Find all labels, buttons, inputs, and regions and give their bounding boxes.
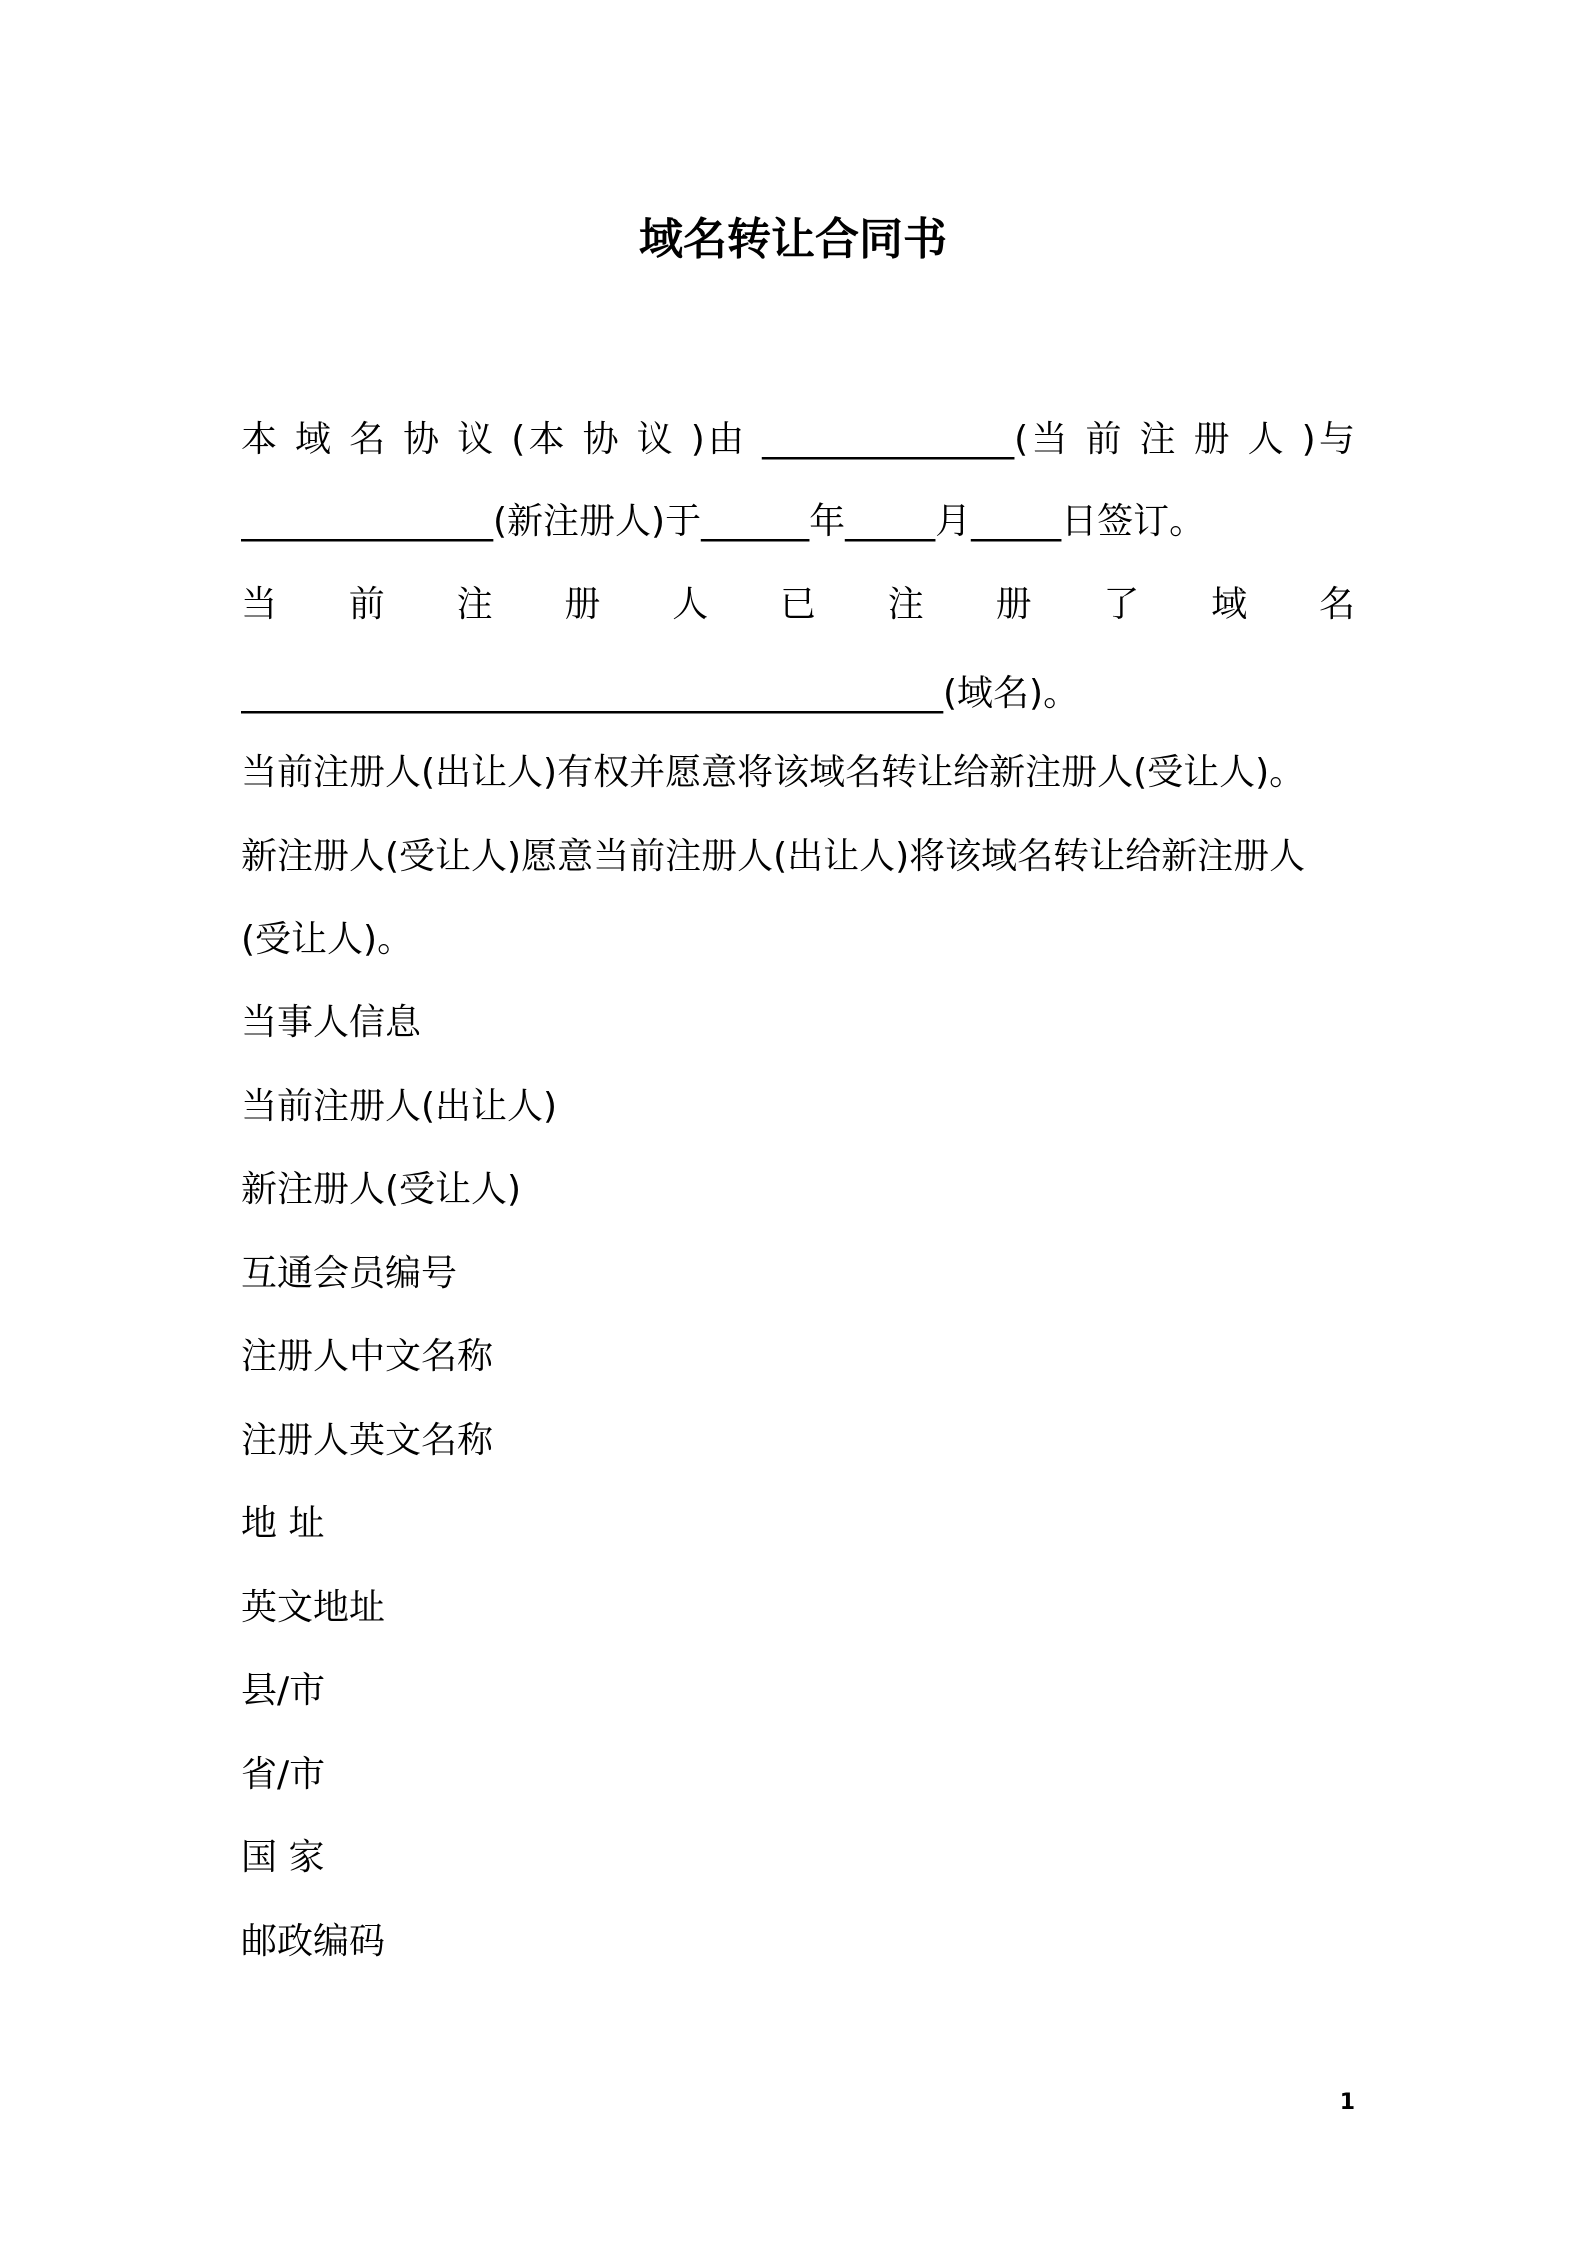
- english-address-label: 英文地址: [241, 1587, 386, 1628]
- postal-code-label: 邮政编码: [241, 1921, 386, 1962]
- registered-domain-line-1: 当 前 注 册 人 已 注 册 了 域 名: [241, 584, 1355, 625]
- country-label: 国 家: [241, 1837, 325, 1878]
- party-info-heading: 当事人信息: [241, 1002, 422, 1043]
- agreement-intro-line-1: 本 域 名 协 议 (本 协 议 )由 ______________(当 前 注 册 人 )与: [241, 419, 1355, 460]
- transferee-statement-line-2: (受让人)。: [241, 919, 414, 960]
- page-number: 1: [1339, 2090, 1355, 2115]
- address-label: 地 址: [241, 1503, 325, 1544]
- province-city-label: 省/市: [241, 1754, 326, 1795]
- current-registrant-label: 当前注册人(出让人): [241, 1086, 558, 1127]
- county-city-label: 县/市: [241, 1670, 326, 1711]
- member-id-label: 互通会员编号: [241, 1253, 458, 1294]
- registered-domain-line-2: _______________________________________(域名)。: [241, 673, 1080, 714]
- transferee-statement-line-1: 新注册人(受让人)愿意当前注册人(出让人)将该域名转让给新注册人: [241, 836, 1306, 877]
- chinese-name-label: 注册人中文名称: [241, 1336, 494, 1377]
- agreement-intro-line-2: ______________(新注册人)于______年_____月_____日签订。: [241, 501, 1206, 542]
- new-registrant-label: 新注册人(受让人): [241, 1169, 522, 1210]
- document-title: 域名转让合同书: [639, 214, 947, 265]
- english-name-label: 注册人英文名称: [241, 1420, 494, 1461]
- transferor-statement: 当前注册人(出让人)有权并愿意将该域名转让给新注册人(受让人)。: [241, 752, 1306, 793]
